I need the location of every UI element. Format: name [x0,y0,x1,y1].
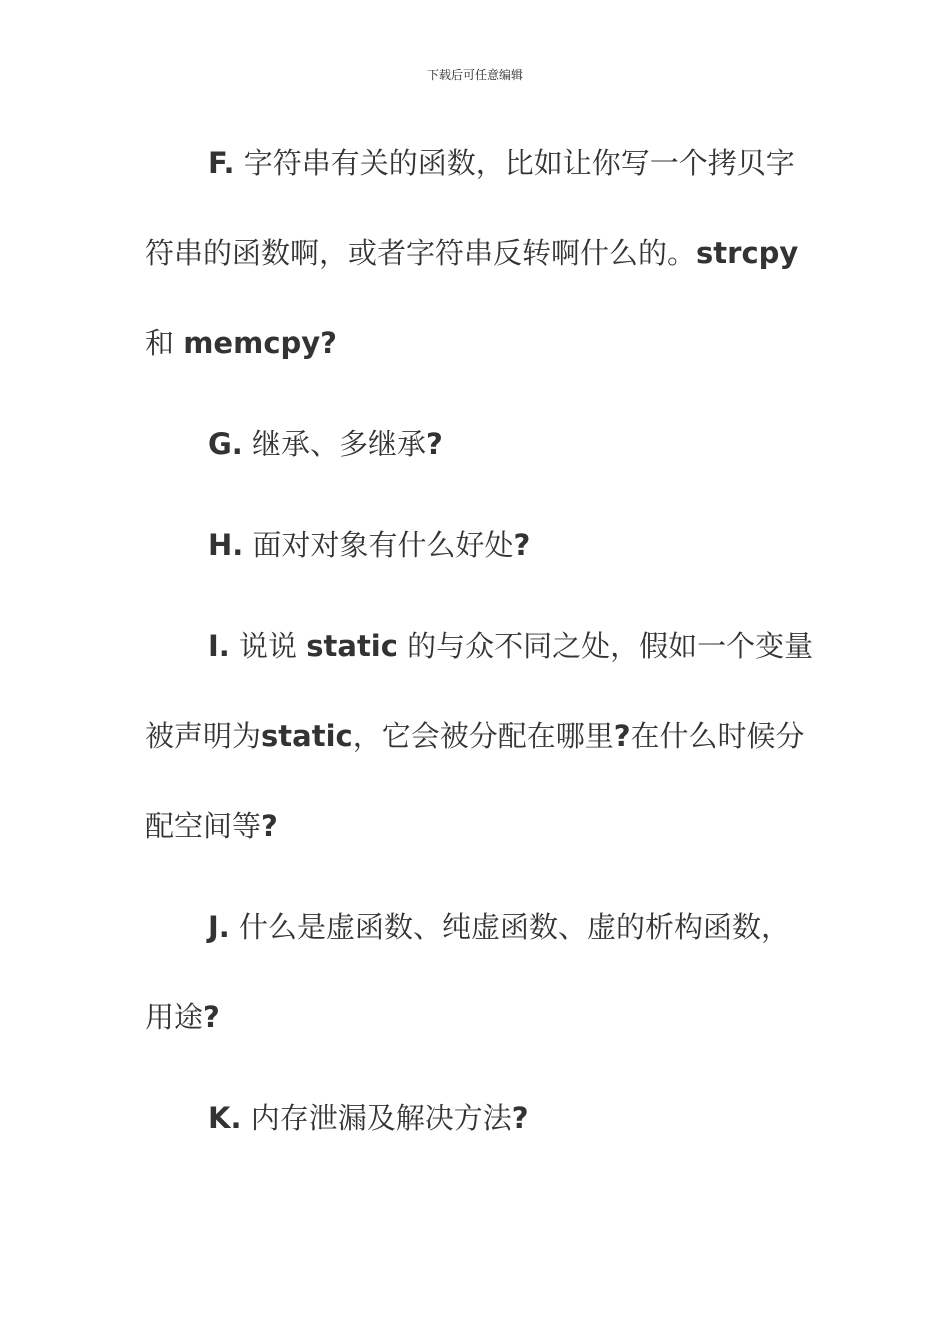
document-body [145,118,817,1174]
question-text: 和 [145,326,184,360]
question-text: ，它会被分配在哪里 [352,719,614,753]
question-label: J. [208,910,230,944]
code-term: static [306,629,398,663]
question-text: 字符串有关的函数，比如让你写一个拷贝字符串的函数啊，或者字符串反转啊什么的。 [145,146,795,270]
question-label: H. [208,528,244,562]
question-text: 面对对象有什么好处 [243,528,514,562]
code-term: memcpy? [183,326,337,360]
question-text: 内存泄漏及解决方法 [241,1101,512,1135]
question-k [145,1073,817,1163]
question-mark: ? [203,1000,220,1034]
question-mark: ? [513,528,531,562]
question-f [145,118,817,388]
code-term: static [261,719,353,753]
page-header-note: 下载后可任意编辑 [426,68,523,82]
question-text: 说说 [229,629,307,663]
code-term: strcpy [696,236,799,270]
question-mark: ? [511,1101,529,1135]
question-label: G. [208,427,243,461]
question-label: K. [208,1101,242,1135]
question-j [145,882,817,1062]
question-text: 的与众不同之处，假如一个变量被声明为 [145,629,814,753]
question-label: F. [208,146,235,180]
question-i [145,601,817,871]
question-h [145,500,817,590]
question-mark: ? [426,427,443,461]
question-label: I. [208,629,230,663]
question-g [145,399,817,489]
question-text: 在什么时候分配空间等 [145,719,805,843]
question-mark: ? [613,719,631,753]
question-text: 继承、多继承 [242,427,427,461]
question-mark: ? [261,809,278,843]
question-text: 什么是虚函数、纯虚函数、虚的析构函数，用途 [145,910,791,1034]
